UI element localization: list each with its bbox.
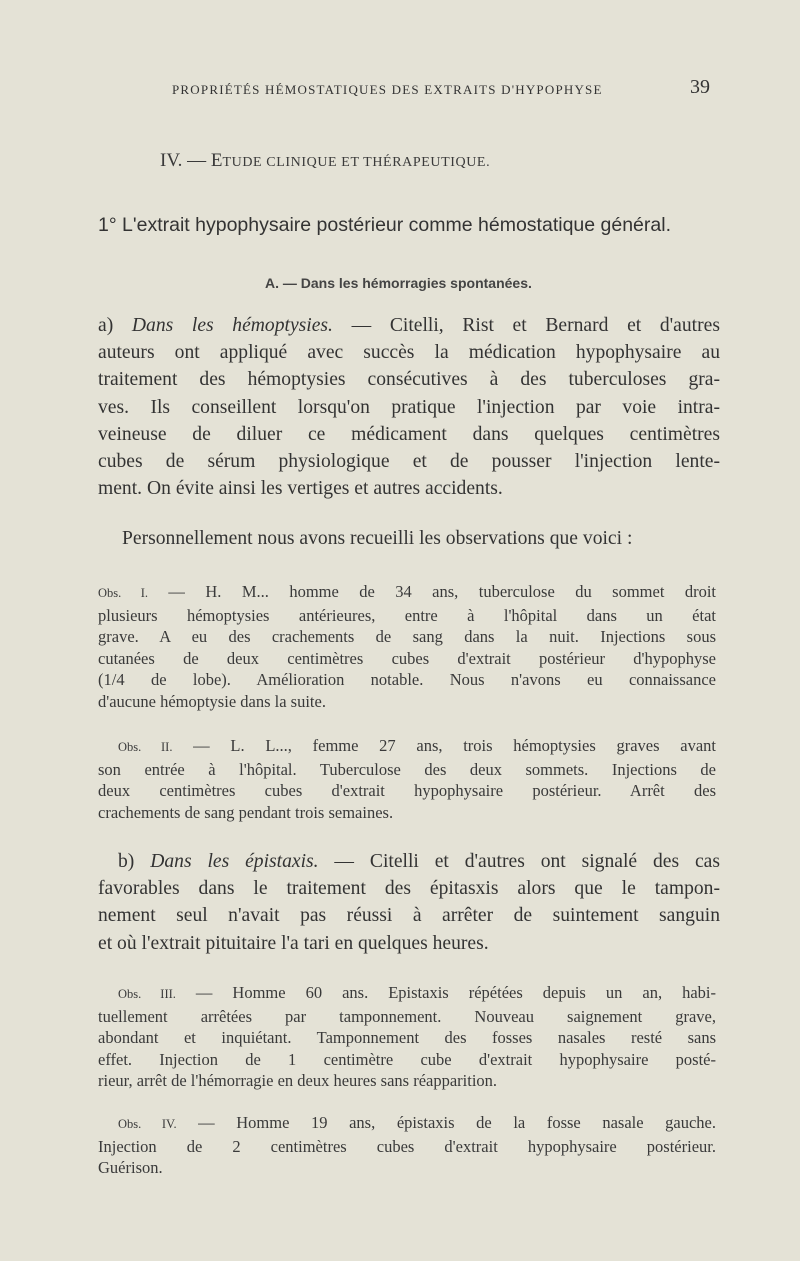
paragraph-line: cubes de sérum physiologique et de pousser l'injection lente- — [98, 451, 720, 473]
observation-line-text: — Homme 19 ans, épistaxis de la fosse nasale gauche. — [176, 1113, 716, 1132]
observation-label: Obs. III. — [118, 987, 176, 1001]
paragraph-line: ment. On évite ainsi les vertiges et autres accidents. — [98, 478, 503, 500]
observation-label: Obs. I. — [98, 586, 148, 600]
observation-line: tuellement arrêtées par tamponnement. Nouveau saignement grave, — [98, 1006, 716, 1026]
paragraph-label: a) — [98, 315, 114, 336]
paragraph-line: traitement des hémoptysies consécutives à des tuberculoses gra- — [98, 369, 720, 391]
observation-line: d'aucune hémoptysie dans la suite. — [98, 691, 326, 711]
observation-label: Obs. IV. — [118, 1117, 177, 1131]
observation-line — [98, 1112, 716, 1136]
paragraph-line: favorables dans le traitement des épitasxis alors que le tampon- — [98, 878, 720, 900]
observation-line: deux centimètres cubes d'extrait hypophysaire postérieur. Arrêt des — [98, 781, 716, 800]
personal-observations-intro: Personnellement nous avons recueilli les observations que voici : — [122, 528, 633, 549]
paragraph-line-text: — Citelli et d'autres ont signalé des cas — [318, 851, 720, 872]
paragraph-italic-title: Dans les hémoptysies. — [131, 315, 333, 336]
observation-line: (1/4 de lobe). Amélioration notable. Nous n'avons eu connaissance — [98, 670, 716, 689]
paragraph-line: ves. Ils conseillent lorsqu'on pratique l'injection par voie intra- — [98, 396, 720, 418]
observation-4 — [98, 1112, 716, 1179]
section-title-initial: E — [210, 150, 223, 171]
paragraph-label: b) — [118, 851, 135, 872]
observation-line-text: — Homme 60 ans. Epistaxis répétées depuis un an, habi- — [175, 983, 716, 1002]
paragraph-line — [98, 312, 720, 339]
observation-line: rieur, arrêt de l'hémorragie en deux heures sans réapparition. — [98, 1071, 498, 1090]
observation-line — [98, 982, 716, 1006]
paragraph-line: auteurs ont appliqué avec succès la médication hypophysaire au — [98, 342, 720, 364]
section-title-rest: TUDE CLINIQUE ET THÉRAPEUTIQUE. — [222, 155, 491, 170]
observation-line-text: — H. M... homme de 34 ans, tuberculose du sommet droit — [148, 582, 716, 601]
observation-3 — [98, 982, 716, 1092]
observation-line — [98, 735, 716, 759]
paragraph-line: et où l'extrait pituitaire l'a tari en quelques heures. — [98, 932, 489, 954]
observation-line: son entrée à l'hôpital. Tuberculose des deux sommets. Injections de — [98, 759, 716, 779]
paragraph-epistaxis — [98, 848, 720, 957]
observation-2 — [98, 735, 716, 823]
observation-line: cutanées de deux centimètres cubes d'extrait postérieur d'hypophyse — [98, 648, 716, 668]
running-header: PROPRIÉTÉS HÉMOSTATIQUES DES EXTRAITS D'HYPOPHYSE — [172, 82, 603, 97]
subsection-heading: 1° L'extrait hypophysaire postérieur comme hémostatique général. — [98, 214, 671, 236]
observation-label: Obs. II. — [118, 740, 173, 754]
observation-line: crachements de sang pendant trois semaines. — [98, 802, 394, 822]
observation-line: effet. Injection de 1 centimètre cube d'extrait hypophysaire posté- — [98, 1049, 716, 1069]
section-roman: IV. — — [160, 150, 207, 171]
subsubsection-heading: A. — Dans les hémorragies spontanées. — [265, 275, 532, 291]
observation-line: Injection de 2 centimètres cubes d'extrait hypophysaire postérieur. — [98, 1136, 716, 1156]
observation-line: grave. A eu des crachements de sang dans la nuit. Injections sous — [98, 627, 716, 646]
paragraph-line: veineuse de diluer ce médicament dans quelques centimètres — [98, 423, 720, 445]
paragraph-line — [98, 848, 720, 875]
observation-line: plusieurs hémoptysies antérieures, entre à l'hôpital dans un état — [98, 605, 716, 625]
page-number: 39 — [690, 76, 710, 98]
observation-line — [98, 581, 716, 605]
observation-1 — [98, 581, 716, 712]
observation-line-text: — L. L..., femme 27 ans, trois hémoptysies graves avant — [172, 736, 717, 755]
paragraph-line: nement seul n'avait pas réussi à arrêter de suintement sanguin — [98, 905, 720, 927]
paragraph-italic-title: Dans les épistaxis. — [150, 851, 319, 872]
paragraph-hemoptysies — [98, 312, 720, 502]
observation-line: Guérison. — [98, 1158, 163, 1177]
paragraph-line-text: — Citelli, Rist et Bernard et d'autres — [332, 315, 720, 336]
observation-line: abondant et inquiétant. Tamponnement des fosses nasales resté sans — [98, 1028, 716, 1047]
section-heading — [160, 150, 680, 172]
